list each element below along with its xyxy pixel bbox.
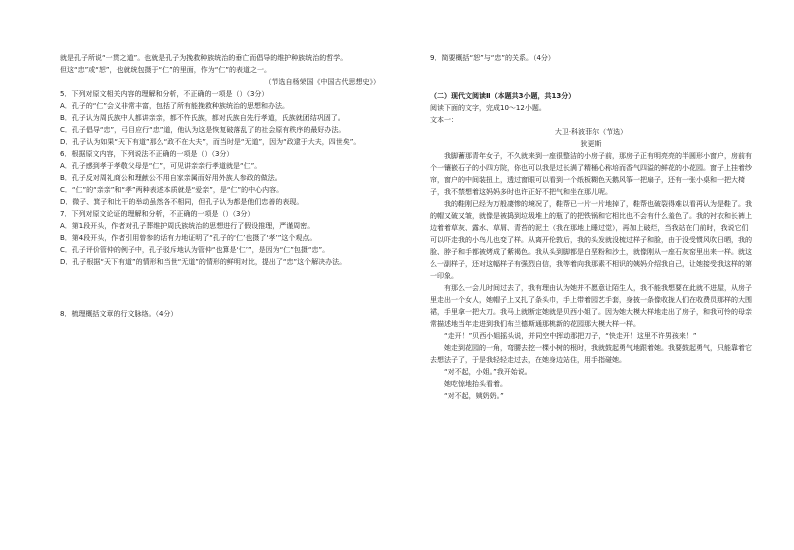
- text-label: 文本一：: [430, 116, 458, 124]
- question-7-option-a: A．第1段开头，作者对孔子葬维护周氏族统治的思想进行了假设推理，严谨周密。: [60, 222, 315, 230]
- story-author: 狄更斯: [580, 140, 602, 148]
- story-paragraph: “走开！”贝西小姐摇头说，并同空中挥动那把刀子，“快走开！这里不许男孩来！”: [444, 332, 697, 340]
- story-paragraph: 我脚蓄那青年女子，不久就来到一座很整洁的小房子前，那房子正有明亮亮的半圆形小窗户，房前有个一镶嵌石子的小四方院，你也可以我是过长满了精桶心称培而香气四溢的鲜花的小花园。窗子上挂着纱帘，窗户的中间装扭上，透过窗眼可以看到一个纸板糊色天鹅风筝一把扇子，还有一张小桌和一把大椅子，我不禁想着这妈妈多时也许正好不把气和坐在那儿呢。: [430, 152, 752, 196]
- story-paragraph: “对不起，小姐。”我开始说。: [444, 368, 532, 376]
- question-7-option-d: D．孔子根据“天下有道”的情形和当世“无道”的情形的鲜明对比，提出了“忠”这个解决办法。: [60, 258, 347, 266]
- question-7-option-b: B．第4段开头，作者引用曾参的话有力地证明了“孔子的‘仁’也摄了‘孝’”这个观点。: [60, 234, 317, 242]
- question-5-option-a: A．孔子的“仁”会义非常丰富，包括了所有能挽救种族统治的思想和办法。: [60, 102, 290, 110]
- intro-line-1: 就是孔子所说“一贯之道”。也就是孔子为挽救种族统治的垂亡而倡导的维护种族统治的哲学。: [60, 54, 348, 62]
- question-6-stem: 6．根据原文内容，下列说法不正确的一项是（）（3分）: [60, 150, 234, 158]
- question-5-option-d: D．孔子认为如果“天下有道”那么“政不在大夫”，而当时是“无道”，因为“政逮于大夫，四世矣”。: [60, 138, 361, 146]
- story-paragraph: 她吃惊地抬头看着。: [444, 380, 507, 388]
- story-title: 大卫·科波菲尔（节选）: [554, 128, 628, 136]
- question-8: 8．梳理概括文章的行文脉络。（4分）: [60, 310, 178, 318]
- question-6-option-d: D．微子、箕子和比干的举动虽然各不相同，但孔子认为都是他们忠善的表现。: [60, 198, 304, 206]
- question-9: 9．简要概括“恕”与“忠”的关系。（4分）: [430, 54, 555, 62]
- section-heading: （二）现代文阅读Ⅱ（本题共3小题，共13分）: [430, 92, 576, 100]
- left-column: [60, 52, 380, 320]
- story-paragraph: 有那么一会儿时间过去了，我有理由认为她并不愿意让陌生人，我不能我想要在此就不进屋，从房子里走出一个女人，她帽子上又扎了条头巾，手上带着园艺手套，身披一条像收拢人们在收费员那样的大围裙，手里拿一把大刀。我马上就断定她就是贝西小姐了。因为她大模大样地走出了房子，和我可怜的母亲常描述地当年走进到我们布兰德斯通那桃新的花园那大模大样一样。: [430, 284, 752, 328]
- question-6-option-a: A．孔子感到孝于孝敬父母是“仁”，可见讲亲亲行孝道就是“仁”。: [60, 162, 262, 170]
- answer-space: [60, 268, 380, 308]
- question-7-stem: 7．下列对原文论证的理解和分析，不正确的一项是（）（3分）: [60, 210, 255, 218]
- question-5-option-c: C．孔子倡导“忠”，弓目应行“忠”道，他认为这是恢复破落乱了的社会原有秩序的最好办法。: [60, 126, 346, 134]
- answer-space: [430, 64, 752, 90]
- question-6-option-b: B．孔子反对周礼商公和理献公不用自家亲属而好用外族人参政的做法。: [60, 174, 282, 182]
- reading-instruction: 阅读下面的文字，完成10～12小题。: [430, 104, 546, 112]
- question-5-option-b: B．孔子认为周氏族中人都讲亲亲，都不忤氏族，都对氏族自先行孝道，氏族就团结巩固了。: [60, 114, 345, 122]
- story-paragraph: 我的鞋刚已经为万般凄惨的境况了，鞋帮已一片一片地掉了，鞋帮也破裂得难以看再认为是鞋了。我的帽又破又皱，就像是被捣到垃圾堆上的瓶了的把铁锅和它相比也不会有什么羞色了。我的衬衣和长裤上边着着草灰、露水、草屑、青苔的泥土（我在那地上睡过觉），再加上破烂，当我站在门前时，我说它们可以吓走我的小鸟儿也变了样。从离开伦敦后，我的头发就没梳过样子和脸，由于没受惯风吹日晒，我的脸、脖子和手都被烤成了紫褐色。我从头到脚都是白垩粉和沙土，就像刚从一座石灰窑里出来一样。就这么一副样子，还对这幅样子有强烈自信，我等着向我那素不相识的姨妈介绍我自己，让她接受我这样的第一印象。: [430, 200, 752, 280]
- source-citation: （节选自杨荣国《中国古代思想史》）: [264, 78, 380, 86]
- question-6-option-c: C．“仁”的“亲亲”和“孝”两种表述本质就是“爱亲”，是“仁”的中心内容。: [60, 186, 284, 194]
- question-5-stem: 5．下列对原文相关内容的理解和分析，不正确的一项是（）（3分）: [60, 90, 269, 98]
- right-column: [430, 52, 752, 402]
- intro-line-2: 但这“忠”或“恕”，也就统包摄于“仁”的里面，作为“仁”的表道之一。: [60, 66, 272, 74]
- story-paragraph: “对不起，姨奶奶。”: [444, 392, 504, 400]
- story-paragraph: 她走到花园的一角，弯腰去挖一棵小树的根时，我就鼓起勇气地跟着她。我要鼓起勇气，只能靠着它去想法子了，于是我轻轻走过去，在她身边站住，用手指碰她。: [430, 344, 752, 364]
- question-7-option-c: C．孔子评价管仲的例子中，孔子驳斥地认为管仲“也算是‘仁’”，是因为“仁”包摄“忠”。: [60, 246, 330, 254]
